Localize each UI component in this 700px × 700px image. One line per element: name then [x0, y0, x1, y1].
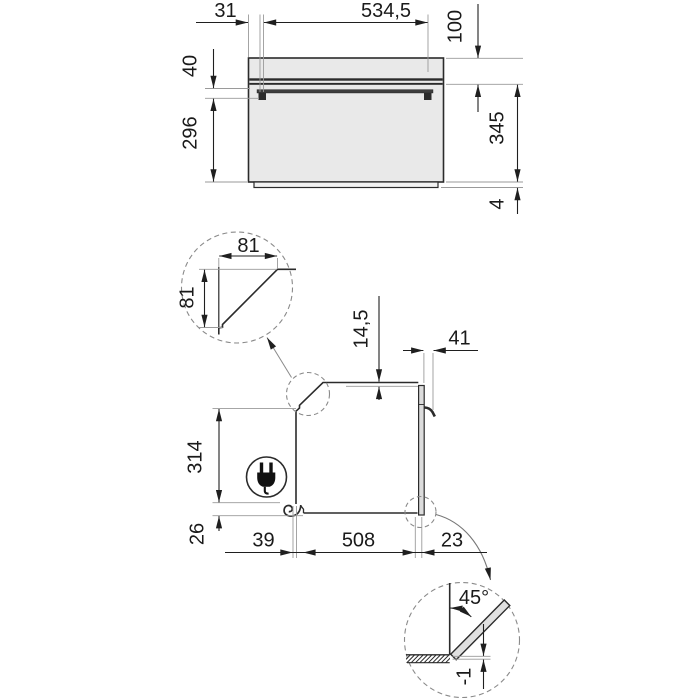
- dim-label-31: 31: [214, 0, 237, 22]
- power-cable: [284, 505, 301, 516]
- dim-label-26: 26: [186, 522, 209, 546]
- power-plug-icon: [247, 457, 287, 497]
- dim-label-100: 100: [444, 9, 467, 44]
- chamfer-extension-lines: [199, 258, 278, 328]
- chamfer-corner-outline: [219, 269, 296, 334]
- dim-label-minus1: -1: [453, 667, 476, 686]
- dim-label-345: 345: [486, 111, 509, 145]
- dim-label-41: 41: [448, 327, 471, 350]
- dim-label-4: 4: [486, 198, 509, 210]
- dim-label-81-width: 81: [237, 235, 260, 257]
- dim-label-23: 23: [440, 529, 464, 552]
- dim-label-40: 40: [179, 54, 202, 78]
- appliance-plinth: [254, 182, 438, 188]
- dim-label-296: 296: [179, 116, 202, 150]
- dim-label-45deg: 45°: [458, 587, 490, 609]
- dim-label-534-5: 534,5: [360, 0, 412, 22]
- appliance-body-front: [249, 58, 444, 182]
- angle-arc: [450, 608, 471, 617]
- niche-outline: [296, 383, 418, 505]
- dim-label-314: 314: [184, 440, 207, 474]
- floor-hatch: [402, 655, 454, 664]
- dim-label-14-5: 14,5: [350, 309, 373, 349]
- chamfer-detail: [177, 232, 297, 378]
- dim-label-39: 39: [252, 529, 275, 552]
- chamfer-leader-line: [267, 338, 292, 378]
- side-view: [185, 296, 491, 580]
- door-opening-detail: [402, 583, 520, 698]
- dim-label-81-height: 81: [176, 286, 199, 309]
- dim-label-508: 508: [341, 529, 376, 552]
- front-view: [180, 0, 524, 214]
- chamfer-dimension-lines: [205, 256, 278, 327]
